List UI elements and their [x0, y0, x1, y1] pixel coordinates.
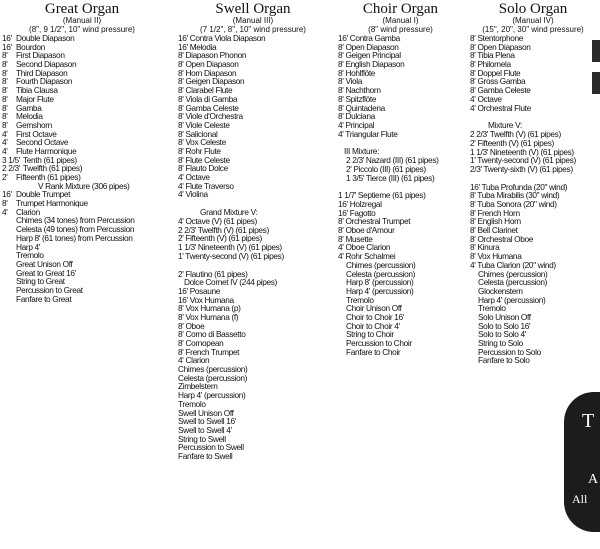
extra-item: Chimes (percussion) [346, 259, 416, 270]
stop-footage: 8' [2, 93, 8, 104]
extra-item: Zimbelstern [178, 381, 218, 392]
mixture-item: 2 2/3' Twelfth (V) (61 pipes) [470, 129, 561, 140]
extra-item: String to Solo [478, 338, 523, 348]
stop-item: 8' Tibia Plena [470, 50, 515, 61]
stop-item: 8' Gamba Celeste [178, 102, 239, 113]
mixture-item: 2' Fifteenth (V) (61 pipes) [178, 233, 262, 244]
extra-item: Tremolo [478, 303, 506, 314]
extra-item: Percussion to Great [16, 284, 83, 295]
stop-footage: 16' [2, 41, 12, 52]
great-pressure: (8", 9 1/2", 10" wind pressure) [29, 25, 135, 34]
stop-item: 8' Musette [338, 233, 373, 244]
swell-pressure: (7 1/2", 8", 10" wind pressure) [200, 25, 306, 34]
extra-item: Celesta (49 tones) from Percussion [16, 224, 135, 235]
stop-item: 8' Orchestral Trumpet [338, 216, 411, 227]
extra-item: Tremolo [346, 294, 374, 305]
badge-letter-3: All [572, 492, 588, 506]
extra-item: Glockenstern [478, 285, 523, 296]
stop-item: 4' Flute Traverso [178, 180, 234, 191]
stop-item: 4' Triangular Flute [338, 128, 398, 139]
stop-item: 4' Orchestral Flute [470, 102, 531, 113]
stop-item: 8' Geigen Diapason [178, 76, 245, 87]
choir-stop-list [338, 34, 473, 138]
stop-name: Second Octave [16, 137, 69, 148]
stop-item: 8' English Diapason [338, 59, 405, 70]
stop-item: 8' Clarabel Flute [178, 85, 233, 96]
stop-name: Double Diapason [16, 33, 75, 43]
stop-item: 8' Geigen Principal [338, 50, 401, 61]
extra-item: Chimes (34 tones) from Percussion [16, 215, 135, 226]
mixture-item: 1 3/5' Tierce (III) (61 pipes) [346, 172, 435, 183]
stop-footage: 2' [2, 172, 8, 182]
stop-name: Tenth (61 pipes) [22, 154, 77, 165]
stop-footage: 8' [2, 67, 8, 78]
extra-item: Harp 4' [16, 241, 41, 252]
great-organ-column [2, 0, 172, 303]
stop-footage: 8' [2, 59, 8, 70]
mixture-item: 1' Twenty-second (V) (61 pipes) [178, 250, 284, 261]
stop-footage: 8' [2, 85, 8, 96]
stop-name: Tibia Clausa [16, 85, 58, 96]
stop-footage: 8' [2, 119, 8, 130]
extra-item: Solo to Solo 4' [478, 329, 526, 340]
stop-item: 8' Salicional [178, 128, 218, 139]
choir-pressure: (8" wind pressure) [368, 25, 433, 34]
stop-name: Gamba [16, 102, 42, 113]
stop-item: 16' Posaune [178, 285, 221, 296]
extra-item: Celesta (percussion) [346, 268, 416, 279]
extra-item: Harp 4' (percussion) [178, 390, 246, 401]
edge-mark [592, 40, 600, 62]
stop-item: 8' Tuba Mirabilis (30" wind) [470, 190, 560, 201]
stop-item: 16' Fagotto [338, 207, 376, 218]
stop-item: 4' Oboe Clarion [338, 242, 391, 253]
extra-item: Harp 8' (percussion) [346, 277, 414, 288]
stop-footage: 16' [2, 189, 12, 200]
stop-footage: 8' [2, 198, 8, 209]
stop-name: Major Flute [16, 93, 54, 104]
stop-item: 4' Principal [338, 119, 375, 130]
great-organ-title: Great Organ [44, 1, 120, 17]
stop-item: 8' English Horn [470, 216, 521, 227]
stop-item: 8' Rohr Flute [178, 145, 221, 156]
stop-item: 2' Flautino (61 pipes) [178, 268, 248, 279]
stop-item: Dolce Cornet IV (244 pipes) [184, 277, 277, 288]
stop-item: 8' Cornopean [178, 338, 224, 348]
stop-item: 8' Gamba Celeste [470, 85, 531, 96]
stop-name: Fifteenth (61 pipes) [16, 172, 81, 182]
choir-extras-list [338, 261, 473, 357]
stop-item: 4' Tuba Clarion (20" wind) [470, 259, 556, 270]
stop-item: 8' Open Diapason [470, 41, 531, 52]
extra-item: Tremolo [178, 398, 206, 409]
stop-name: First Octave [16, 128, 57, 139]
stop-item: 8' Diapason Phonon [178, 50, 247, 61]
stop-item: 8' Oboe d'Amour [338, 225, 395, 236]
stop-name: Fourth Diapason [16, 76, 73, 87]
stop-item: 8' Viole Celeste [178, 119, 230, 130]
mixture-item: 1 1/3' Nineteenth (V) (61 pipes) [470, 146, 574, 157]
swell-extras-list [178, 365, 338, 461]
cover-badge [564, 392, 600, 532]
stop-item: 8' Orchestral Oboe [470, 233, 534, 244]
stop-item: 8' Viola di Gamba [178, 93, 238, 104]
stop-item: 8' Dulciana [338, 111, 375, 122]
choir-manual: (Manual I) [382, 16, 419, 25]
extra-item: Harp 4' (percussion) [478, 294, 546, 305]
stop-name: Twelfth (61 pipes) [22, 163, 83, 174]
badge-letter-1: T [582, 410, 595, 432]
extra-item: Great to Great 16' [16, 267, 76, 278]
stop-item: 4' Rohr Schalmei [338, 251, 396, 262]
stop-item: 16' Contra Gamba [338, 33, 400, 43]
extra-item: Solo to Solo 16' [478, 320, 531, 331]
stop-item: 8' Vox Celeste [178, 137, 226, 148]
extra-item: Percussion to Swell [178, 442, 244, 453]
mixture-item: 2 2/3' Nazard (III) (61 pipes) [346, 155, 439, 166]
mixture-item: 2 2/3' Twelfth (V) (61 pipes) [178, 224, 269, 235]
swell-organ-title: Swell Organ [215, 1, 291, 17]
stop-footage: 16' [2, 33, 12, 43]
mixture-item: 2/3' Twenty-sixth (V) (61 pipes) [470, 163, 573, 174]
stop-name: First Diapason [16, 50, 65, 61]
extra-item: Fanfare to Choir [346, 346, 401, 357]
stop-name: V Rank Mixture (306 pipes) [38, 180, 130, 191]
stop-footage: 8' [2, 50, 8, 61]
stop-name: Gemshorn [16, 119, 52, 130]
extra-item: Swell to Swell 16' [178, 416, 237, 427]
stop-item: 16' Tuba Profunda (20" wind) [470, 181, 568, 192]
extra-item: Chimes (percussion) [478, 268, 548, 279]
extra-item: Choir to Choir 16' [346, 311, 405, 322]
extra-item: Swell to Swell 4' [178, 424, 232, 435]
stop-footage: 4' [2, 128, 8, 139]
swell-organ-column [178, 0, 338, 461]
stop-item: 8' Quintadena [338, 102, 385, 113]
solo-mixture-heading: Mixture V: [488, 120, 523, 131]
solo-manual: (Manual IV) [512, 16, 554, 25]
stop-item: 8' Open Diapason [178, 59, 239, 70]
extra-item: Solo Unison Off [478, 311, 531, 322]
extra-item: Chimes (percussion) [178, 364, 248, 375]
solo-pressure: (15", 20", 30" wind pressure) [482, 25, 584, 34]
extra-item: String to Great [16, 276, 65, 287]
stop-item: 8' Oboe [178, 320, 205, 331]
choir-mixture-heading: III Mixture: [344, 146, 380, 157]
stop-item: 4' Violina [178, 189, 208, 200]
stop-item: 8' Spitzflöte [338, 93, 377, 104]
mixture-item: 2' Fifteenth (V) (61 pipes) [470, 137, 554, 148]
stop-footage: 4' [2, 206, 8, 217]
swell-mixture-heading: Grand Mixture V: [200, 207, 258, 218]
stop-footage: 8' [2, 111, 8, 122]
stop-item: 8' Philomela [470, 59, 511, 70]
stop-item: 8' Flute Celeste [178, 154, 230, 165]
stop-item: 8' French Trumpet [178, 346, 240, 357]
extra-item: Percussion to Solo [478, 346, 541, 357]
stop-item: 16' Vox Humana [178, 294, 234, 305]
solo-organ-title: Solo Organ [498, 1, 568, 17]
stop-item: 8' Horn Diapason [178, 67, 237, 78]
stop-footage: 3 1/5' [2, 154, 20, 165]
extra-item: Celesta (percussion) [178, 372, 248, 383]
extra-item: Harp 8' (61 tones) from Percussion [16, 232, 133, 243]
mixture-item: 2' Piccolo (III) (61 pipes) [346, 163, 426, 174]
stop-item: 8' Nachthorn [338, 85, 381, 96]
stop-item: 8' Viole d'Orchestra [178, 111, 243, 122]
swell-manual: (Manual III) [232, 16, 274, 25]
stop-item: 4' Octave [178, 172, 210, 182]
stop-item: 16' Holzregal [338, 199, 382, 209]
extra-item: Great Unison Off [16, 258, 73, 269]
stop-footage: 4' [2, 145, 8, 156]
stop-footage: 2 2/3' [2, 163, 20, 174]
stop-item: 1 1/7' Septieme (61 pipes) [338, 190, 426, 201]
stop-item: 8' Viola [338, 76, 363, 87]
great-manual: (Manual II) [62, 16, 102, 25]
choir-organ-title: Choir Organ [362, 1, 439, 17]
stop-item: 8' Flauto Dolce [178, 163, 228, 174]
stop-item: 8' Vox Humana (f) [178, 311, 239, 322]
choir-stop-list-2 [338, 191, 473, 261]
swell-mixture-list [178, 217, 338, 260]
swell-stop-list-2 [178, 270, 338, 366]
stop-name: Second Diapason [16, 59, 77, 70]
stop-item: 8' Vox Humana [470, 251, 522, 262]
extra-item: Celesta (percussion) [478, 277, 548, 288]
stop-name: Trumpet Harmonique [16, 198, 88, 209]
stop-item: 8' Gross Gamba [470, 76, 526, 87]
stop-item: 8' Kinura [470, 242, 500, 253]
badge-letter-2: A [588, 472, 599, 487]
stop-item: 8' Hohlflöte [338, 67, 376, 78]
stop-item: 8' Doppel Flute [470, 67, 521, 78]
extra-item: Choir to Choir 4' [346, 320, 400, 331]
stop-name: Clarion [16, 206, 40, 217]
stop-name: Third Diapason [16, 67, 68, 78]
stop-name: Double Trumpet [16, 189, 71, 200]
extra-item: Harp 4' (percussion) [346, 285, 414, 296]
extra-item: Percussion to Choir [346, 338, 412, 348]
stop-footage: 4' [2, 137, 8, 148]
stop-name: Flute Harmonique [16, 145, 77, 156]
stop-item: 4' Octave [470, 93, 502, 104]
extra-item: String to Swell [178, 433, 226, 444]
great-stop-list [2, 34, 172, 216]
stop-name: Melodia [16, 111, 43, 122]
stop-item: 8' Vox Humana (p) [178, 303, 241, 314]
swell-stop-list [178, 34, 338, 199]
extra-item: Fanfare to Great [16, 293, 72, 304]
stop-item: 16' Contra Viola Diapason [178, 33, 266, 43]
extra-item: Choir Unison Off [346, 303, 402, 314]
extra-item: Fanfare to Solo [478, 355, 530, 366]
mixture-item: 1 1/3' Nineteenth (V) (61 pipes) [178, 242, 282, 253]
stop-item: 8' Bell Clarinet [470, 225, 518, 236]
mixture-item: 4' Octave (V) (61 pipes) [178, 216, 257, 227]
stop-item: 4' Clarion [178, 355, 210, 366]
mixture-item: 1' Twenty-second (V) (61 pipes) [470, 155, 576, 166]
stop-name: Bourdon [16, 41, 45, 52]
stop-item: 16' Melodia [178, 41, 217, 52]
extra-item: String to Choir [346, 329, 394, 340]
stop-item: 8' Stentorphone [470, 33, 524, 43]
extra-item: Tremolo [16, 250, 44, 261]
stop-footage: 8' [2, 102, 8, 113]
extra-item: Fanfare to Swell [178, 450, 233, 461]
choir-mixture-list [338, 156, 473, 182]
great-extras-list [2, 216, 172, 303]
stop-footage: 8' [2, 76, 8, 87]
stop-item: 8' Tuba Sonora (20" wind) [470, 199, 557, 209]
stop-item: 8' Open Diapason [338, 41, 399, 52]
edge-mark [592, 72, 600, 94]
stop-item: 8' Corno di Bassetto [178, 329, 246, 340]
stop-item: 8' French Horn [470, 207, 520, 218]
extra-item: Swell Unison Off [178, 407, 234, 418]
choir-organ-column [338, 0, 473, 356]
